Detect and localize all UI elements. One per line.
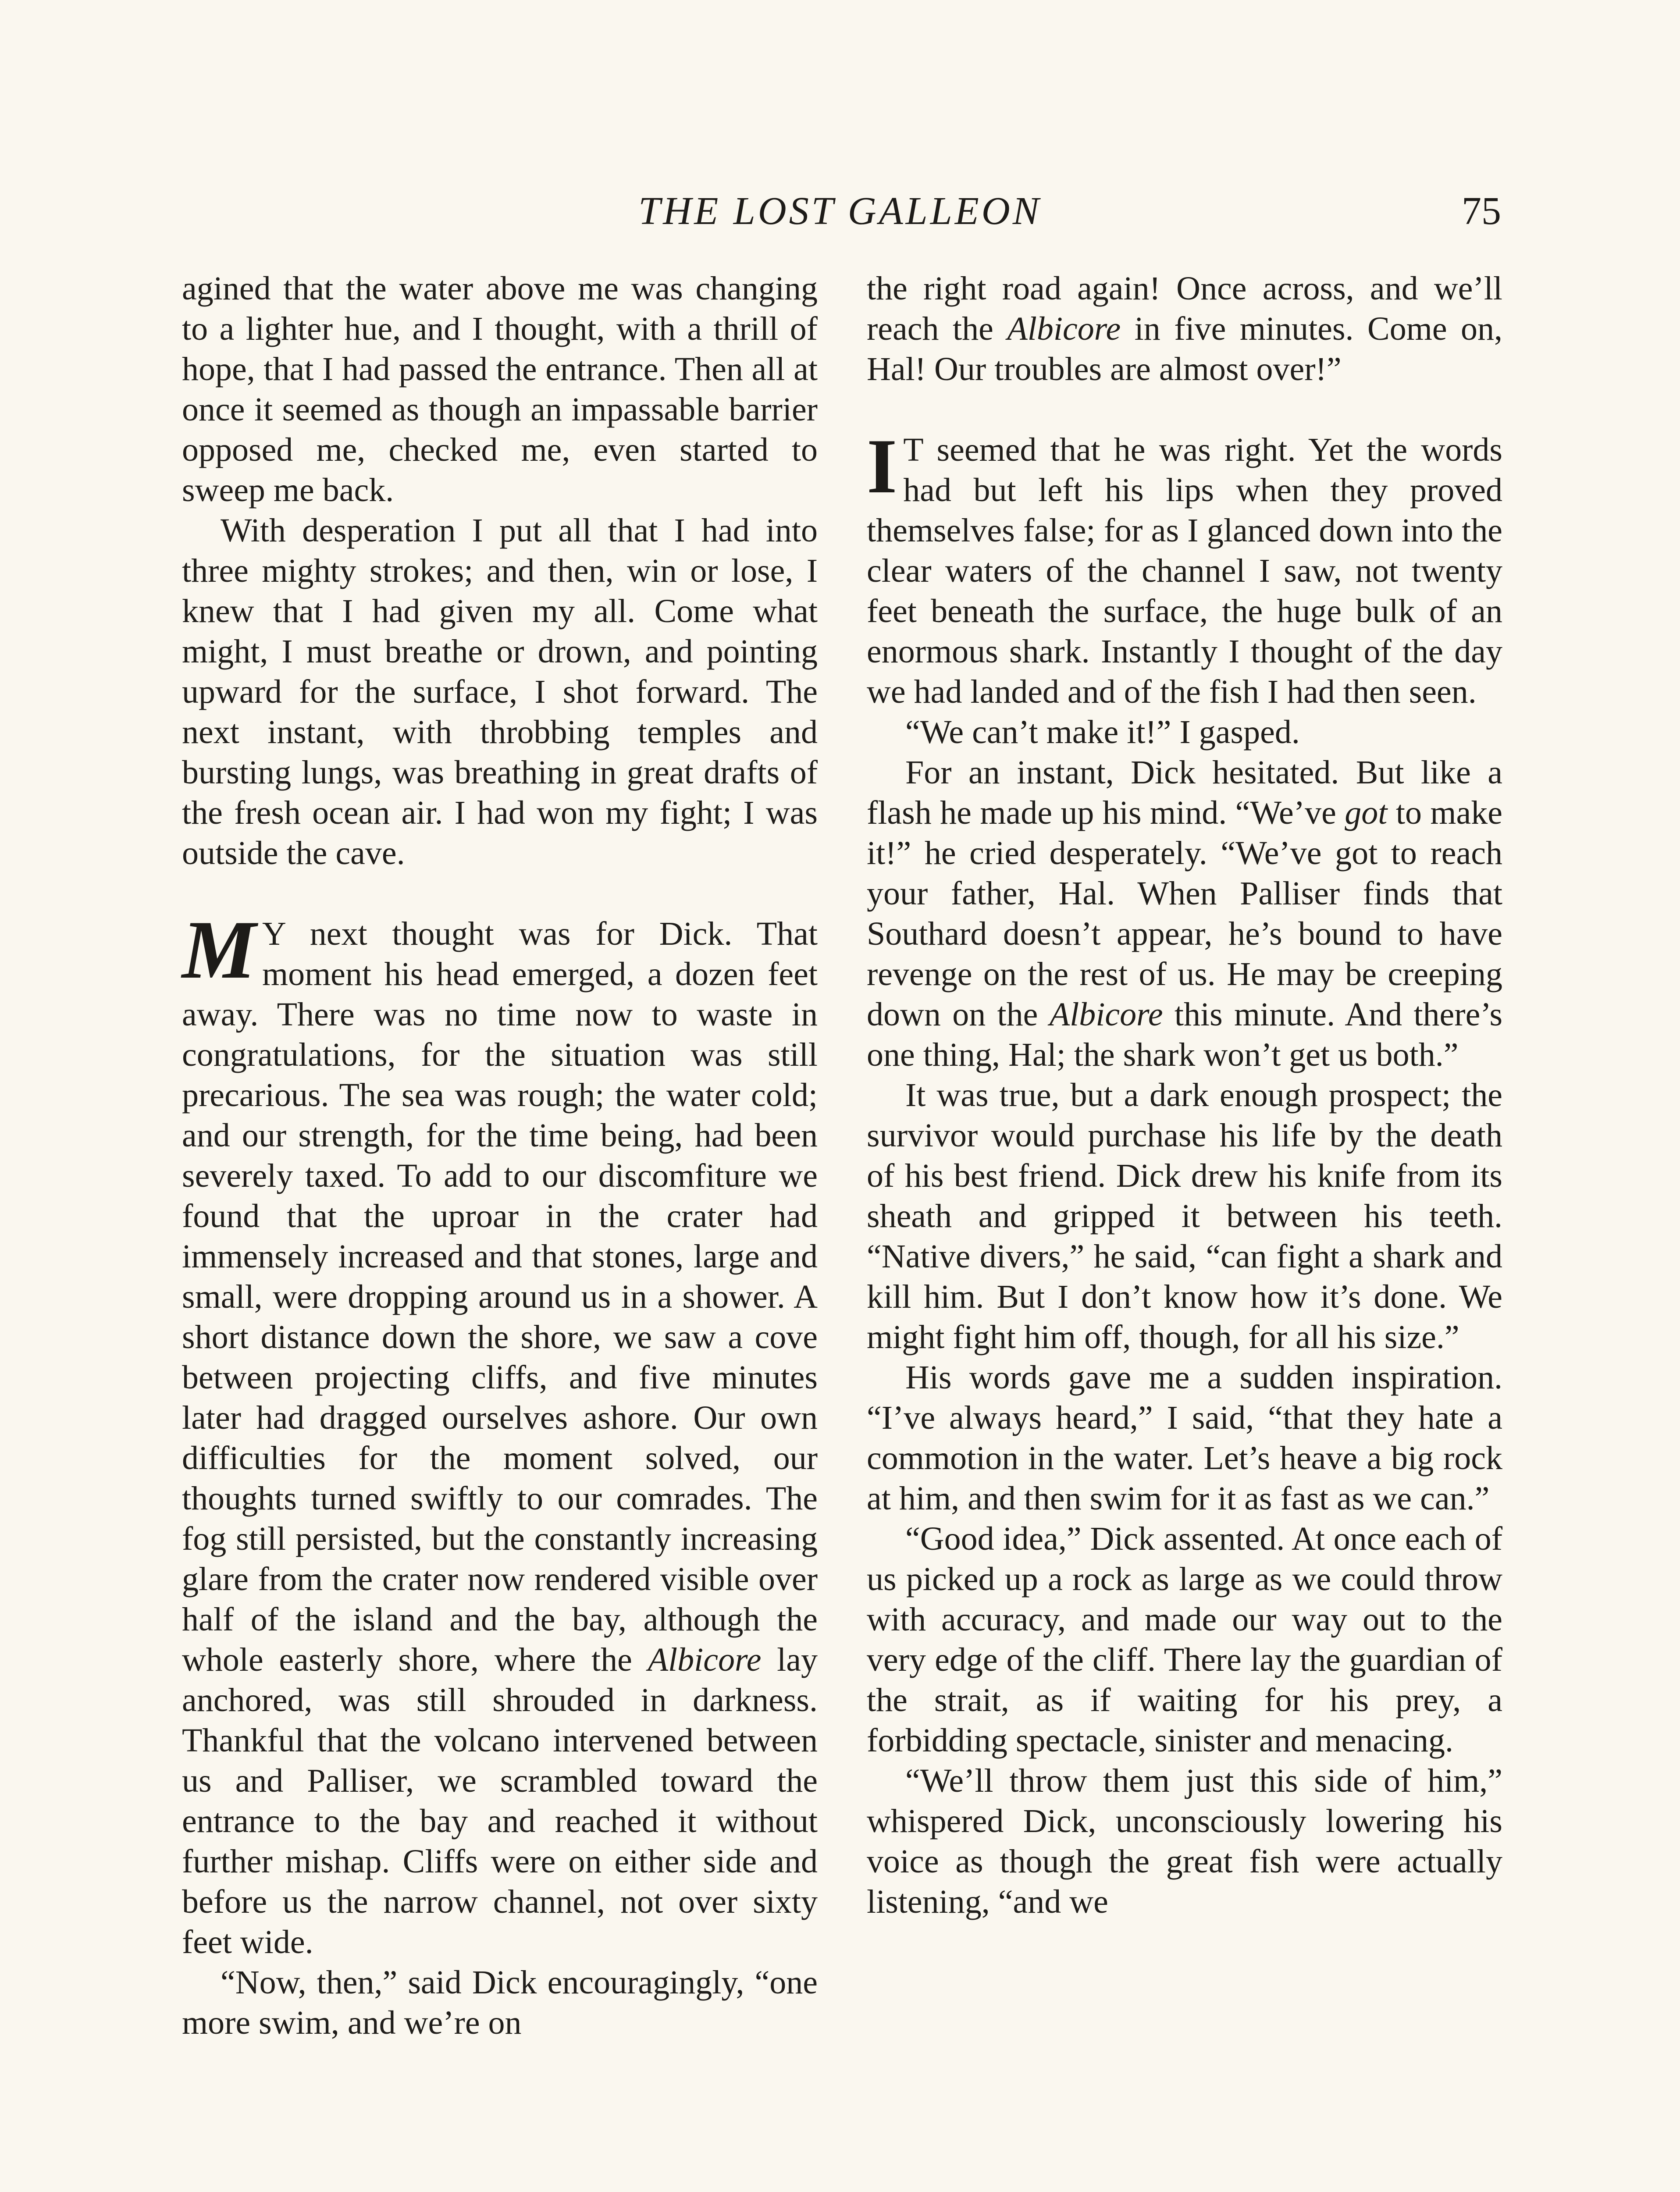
paragraph: “We can’t make it!” I gasped.	[905, 714, 1300, 751]
paragraph-with-dropcap	[182, 904, 818, 1962]
paragraph-text: Y next thought was for Dick. That moment his head emerged, a dozen feet away. There was no time now to waste in congratulations, for the situation was still precarious. The sea was rough; the water cold; and our strength, for the time being, had been severely taxed. To add to our discomfiture we found that the uproar in the crater had immensely increased and that stones, large and small, were dropping around us in a shower. A short distance down the shore, we saw a cove between projecting cliffs, and five minutes later had dragged ourselves ashore. Our own difficulties for the moment solved, our thoughts turned swiftly to our comrades. The fog still persisted, but the constantly increasing glare from the crater now rendered visible over half of the island and the bay, although the whole easterly shore, where the	[182, 915, 818, 1678]
paragraph-text: lay anchored, was still shrouded in darkness. Thankful that the volcano intervened between us and Palliser, we scrambled toward the entrance to the bay and reached it without further mishap. Cliffs were on either side and before us the narrow channel, not over sixty feet wide.	[182, 1641, 818, 1961]
paragraph: “Now, then,” said Dick encouragingly, “one more swim, and we’re on	[182, 1964, 818, 2041]
running-title: THE LOST GALLEON	[638, 189, 1042, 233]
running-head	[0, 189, 1680, 237]
ship-name: Albicore	[648, 1641, 762, 1678]
paragraph-text: T seemed that he was right. Yet the words had but left his lips when they proved themselves false; for as I glanced down into the clear waters of the channel I saw, not twenty feet beneath the surface, the huge bulk of an enormous shark. Instantly I thought of the day we had landed and of the fish I had then seen.	[867, 431, 1502, 710]
page-number: 75	[1462, 189, 1501, 233]
paragraph	[867, 268, 1502, 389]
paragraph: It was true, but a dark enough prospect; the survivor would purchase his life by the death of his best friend. Dick drew his knife from its sheath and gripped it between his teeth. “Native divers,” he said, “can fight a shark and kill him. But I don’t know how it’s done. We might fight him off, though, for all his size.”	[867, 1077, 1502, 1356]
paragraph: “We’ll throw them just this side of him,” whispered Dick, unconsciously lowering his voice as though the great fish were actually listening, “and we	[867, 1762, 1502, 1920]
left-column	[182, 268, 818, 2043]
drop-cap: M	[182, 904, 256, 996]
paragraph-text: For an instant, Dick hesitated. But like a flash he made up his mind. “We’ve	[867, 754, 1502, 831]
paragraph: His words gave me a sudden inspiration. “I’ve always heard,” I said, “that they hate a commotion in the water. Let’s heave a big rock at him, and then swim for it as fast as we can.”	[867, 1359, 1502, 1517]
paragraph: “Good idea,” Dick assented. At once each of us picked up a rock as large as we could throw with accuracy, and made our way out to the very edge of the cliff. There lay the guardian of the strait, as if waiting for his prey, a forbidding spectacle, sinister and menacing.	[867, 1520, 1502, 1759]
paragraph-text: the right road again! Once across, and we’ll reach the	[867, 270, 1502, 347]
paragraph	[867, 752, 1502, 1075]
paragraph-text: in five minutes. Come on, Hal! Our troubles are almost over!”	[867, 310, 1503, 388]
paragraph-text: this minute. And there’s one thing, Hal; the shark won’t get us both.”	[867, 996, 1503, 1073]
ship-name: Albicore	[1049, 996, 1163, 1033]
right-column	[867, 268, 1502, 1922]
paragraph: With desperation I put all that I had into three mighty strokes; and then, win or lose, I knew that I had given my all. Come what might, I must breathe or drown, and pointing upward for the surface, I shot forward. The next instant, with throbbing temples and bursting lungs, was breathing in great drafts of the fresh ocean air. I had won my fight; I was outside the cave.	[182, 512, 818, 872]
paragraph: agined that the water above me was changing to a lighter hue, and I thought, with a thrill of hope, that I had passed the entrance. Then all at once it seemed as though an impassable barrier opposed me, checked me, even started to sweep me back.	[182, 270, 818, 509]
emphasis: got	[1345, 794, 1388, 831]
paragraph-text: to make it!” he cried desperately. “We’ve got to reach your father, Hal. When Palliser finds that Southard doesn’t appear, he’s bound to have revenge on the rest of us. He may be creeping down on the	[867, 794, 1503, 1033]
drop-cap: I	[867, 423, 897, 509]
paragraph-with-dropcap	[867, 423, 1502, 712]
ship-name: Albicore	[1007, 310, 1121, 347]
